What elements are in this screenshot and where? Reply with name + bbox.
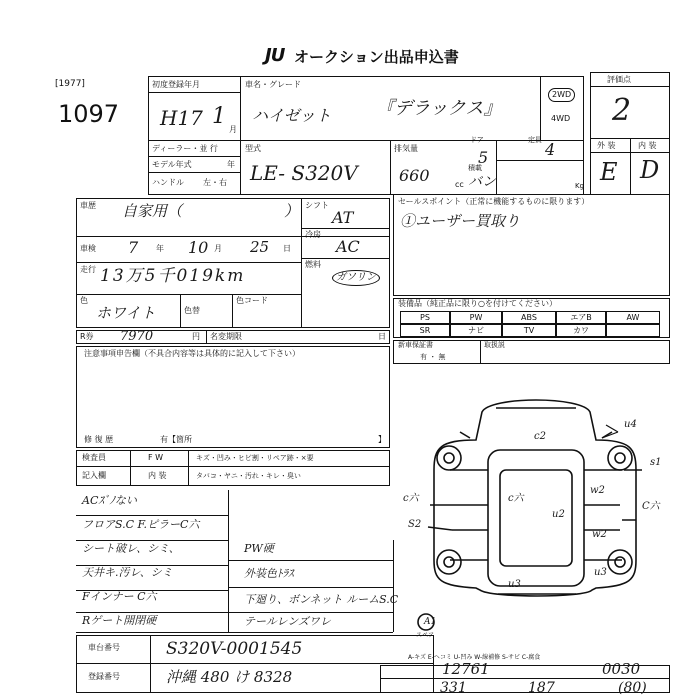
car-name-label: 車名・グレード	[245, 80, 301, 89]
mark-s1: s1	[650, 457, 662, 468]
footer-n4: 187	[528, 680, 555, 696]
mark-u3a: u3	[508, 579, 521, 590]
note-line: Rゲート開閉硬	[82, 614, 157, 627]
entry-label: 記入欄	[82, 471, 106, 480]
mark-a1: A1	[424, 617, 437, 627]
sales-point-box	[393, 194, 670, 296]
month-suffix-2: 月	[214, 244, 222, 253]
kg-label: Kg	[575, 182, 585, 190]
lot-number: 1097	[58, 100, 120, 128]
model-year-unit: 年	[227, 160, 235, 169]
fw-label: F W	[148, 453, 164, 462]
day-label: 日	[378, 332, 386, 341]
year-tag: [1977]	[55, 79, 85, 89]
mark-c6-left: c六	[403, 493, 419, 504]
aircon-value: AC	[336, 237, 360, 256]
naiso-label: 内 装	[148, 471, 167, 480]
repair-history-label: 修 復 歴	[84, 435, 114, 444]
reg-month: 1	[212, 104, 226, 129]
equipment-cell: SR	[400, 324, 450, 337]
warranty-have-none: 有 ・ 無	[420, 353, 446, 361]
equipment-label: 装備品（純正品に限り○を付けてください）	[398, 299, 557, 308]
equipment-cell: ナビ	[450, 324, 502, 337]
interior-legend-line: タバコ・ヤニ・汚れ・キレ・臭い	[196, 472, 301, 480]
note-line-right: テールレンズワレ	[244, 615, 331, 628]
equipment-cell: PS	[400, 311, 450, 324]
note-line-right: 外装色ﾄﾗｽ	[244, 567, 294, 580]
repair-have-label: 有【箇所	[160, 435, 192, 444]
new-car-warranty-label: 新車保証書	[398, 341, 433, 349]
fuel-value: ガソリン	[332, 270, 380, 286]
damage-legend: A-キズ E-ヘコミ U-凹み W-線補修 S-サビ C-腐食	[408, 654, 541, 661]
color-value: ホワイト	[96, 304, 156, 322]
capacity-label: 定員	[528, 136, 542, 144]
purpose-close: ）	[284, 202, 300, 220]
sales-point-label: セールスポイント（正常に機能するものに限ります）	[398, 197, 590, 206]
yen-label: 円	[192, 332, 200, 341]
year-suffix: 年	[156, 244, 164, 253]
model-year-label: モデル年式	[152, 160, 192, 169]
equipment-cell: エアB	[556, 311, 606, 324]
shift-label: シフト	[305, 201, 329, 210]
color-change-label: 色替	[184, 306, 200, 315]
note-line: シート破レ、シミ、	[82, 542, 180, 555]
mark-w2b: w2	[592, 529, 607, 540]
note-line: ACｽﾞﾉない	[82, 494, 137, 507]
sales-point-value: ①ユーザー買取り	[400, 212, 521, 230]
footer-n5: (80)	[618, 680, 647, 696]
handle-label: ハンドル	[152, 178, 184, 187]
repair-close: 】	[378, 435, 386, 444]
doors-label: ドア	[470, 136, 484, 144]
drive-4wd: 4WD	[551, 114, 571, 123]
grade: 『デラックス』	[376, 98, 502, 119]
note-line-right: PW硬	[244, 542, 274, 555]
footer-n1: 12761	[442, 660, 490, 678]
mark-c6-right: C六	[642, 501, 660, 512]
color-code-label: 色コード	[236, 296, 268, 305]
mark-c6-center: c六	[508, 493, 524, 504]
mark-u3b: u3	[594, 567, 607, 578]
cc-label: cc	[455, 180, 464, 189]
equipment-cell: TV	[502, 324, 556, 337]
equipment-cell: ABS	[502, 311, 556, 324]
chassis-label: 車台番号	[88, 643, 120, 652]
doors-value: 5	[478, 148, 489, 167]
dealer-label: ディーラー・並 行	[152, 144, 218, 153]
capacity-value: 4	[545, 140, 556, 159]
inspection-label: 車検	[80, 244, 96, 253]
mark-c2-top: c2	[534, 431, 546, 442]
car-name: ハイゼット	[252, 106, 332, 125]
interior-label: 内 装	[638, 141, 657, 150]
rating-value: 2	[612, 93, 632, 128]
mark-w2a: w2	[590, 485, 605, 496]
note-line: 天井キ.汚レ、シミ	[82, 566, 173, 579]
mark-s2: S2	[408, 519, 422, 530]
equipment-cell: カワ	[556, 324, 606, 337]
shift-value: AT	[332, 208, 354, 227]
aircon-label: 冷房	[305, 230, 321, 239]
recycle-value: 7970	[120, 329, 154, 344]
note-line: フロアS.C F.ピラーC六	[82, 518, 200, 531]
recycle-label: R券	[80, 332, 94, 341]
inspection-day: 25	[250, 238, 270, 256]
day-suffix: 日	[283, 244, 291, 253]
logo: JU	[265, 45, 285, 66]
model-type-label: 型式	[245, 144, 261, 153]
spare-label: スペア	[416, 632, 435, 639]
owner-manual-label: 取扱説	[484, 341, 505, 349]
equipment-cell	[606, 324, 660, 337]
handle-lr: 左・右	[203, 178, 227, 187]
reg-era: H17	[160, 106, 203, 130]
month-suffix: 月	[229, 125, 237, 134]
exterior-label: 外 装	[597, 141, 616, 150]
interior-grade: D	[640, 156, 660, 184]
first-reg-label: 初度登録年月	[152, 80, 200, 89]
plate-value: 沖縄 480 け 8328	[166, 668, 293, 686]
mileage-label: 走行	[80, 265, 96, 274]
mark-u4: u4	[624, 419, 637, 430]
load-value: バン	[468, 174, 496, 190]
exterior-grade: E	[600, 158, 618, 186]
mark-u2: u2	[552, 509, 565, 520]
mileage-value: 13万5千019km	[100, 266, 246, 286]
footer-n3: 331	[440, 680, 467, 696]
rating-label: 評価点	[607, 75, 631, 84]
chassis-value: S320V-0001545	[166, 639, 303, 659]
purpose-label: 車歴	[80, 201, 96, 210]
notes-header: 注意事項申告欄（不具合内容等は具体的に記入して下さい）	[84, 349, 300, 358]
load-capacity-label: 積載	[468, 164, 482, 172]
equipment-cell: AW	[606, 311, 660, 324]
equipment-cell: PW	[450, 311, 502, 324]
notes-box	[76, 346, 390, 448]
drive-2wd: 2WD	[548, 88, 575, 102]
fuel-label: 燃料	[305, 260, 321, 269]
model-code: LE- S320V	[250, 161, 358, 185]
damage-legend-line: キズ・凹み・ヒビ割・リペア跡・×要	[196, 454, 314, 462]
note-line-right: 下廻り、ボンネット ルームS.C	[244, 593, 399, 606]
purpose-value: 自家用（	[122, 202, 183, 220]
inspection-month: 10	[188, 238, 209, 257]
color-label: 色	[80, 296, 88, 305]
reg-no-label: 登録番号	[88, 672, 120, 681]
displacement-label: 排気量	[394, 144, 418, 153]
inspector-label: 検査員	[82, 453, 106, 462]
name-change-label: 名変期限	[210, 332, 242, 341]
form-title: オークション出品申込書	[294, 48, 459, 66]
note-line: Fインナー C六	[82, 590, 157, 603]
footer-n2: 0030	[602, 660, 641, 678]
inspection-year: 7	[128, 238, 139, 257]
displacement-value: 660	[399, 166, 430, 185]
